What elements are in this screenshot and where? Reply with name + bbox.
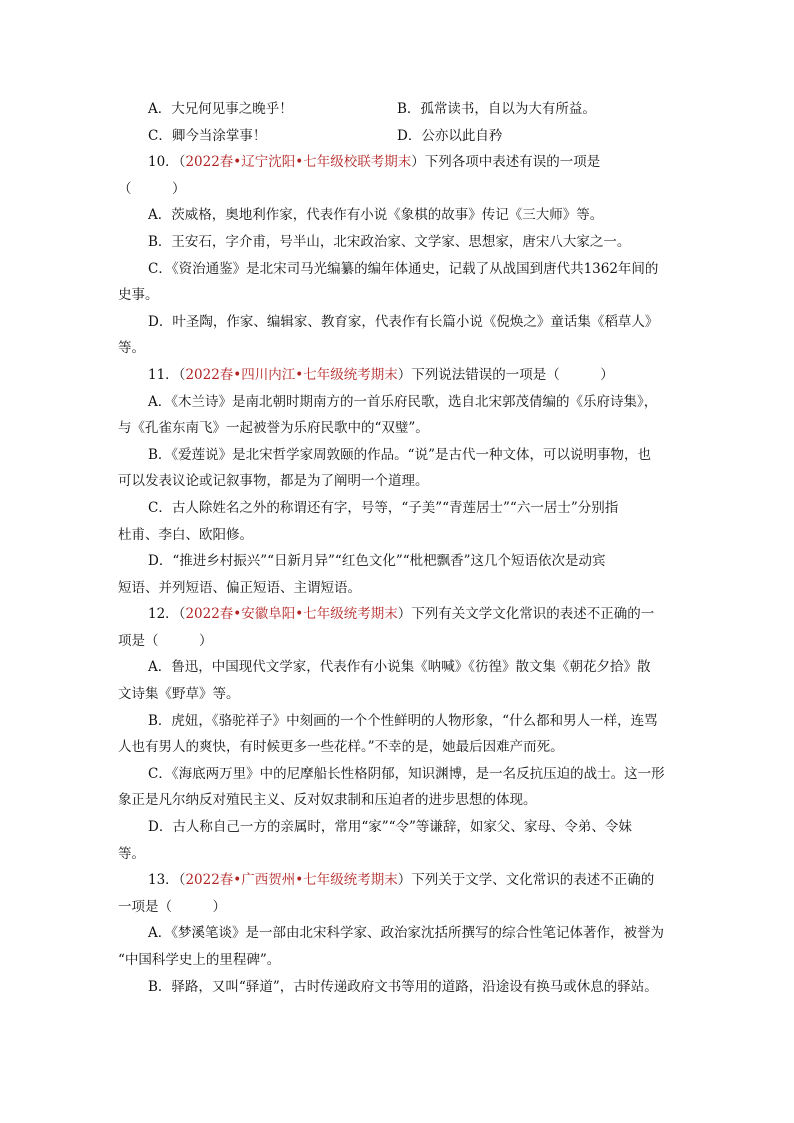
question-12-option-c-cont: 象正是凡尔纳反对殖民主义、反对奴隶制和压迫者的进步思想的体现。 [118,792,537,809]
question-text: ）下列各项中表述有误的一项是 [411,154,601,171]
question-number: 12．（ [148,606,186,623]
question-13-option-a: A．《梦溪笔谈》是一部由北宋科学家、政治家沈括所撰写的综合性笔记体著作，被誉为 [148,925,664,942]
question-11-option-b: B．《爱莲说》是北宋哲学家周敦颐的作品。“说”是古代一种文体，可以说明事物，也 [148,446,651,463]
question-10-option-c: C．《资治通鉴》是北宋司马光编纂的编年体通史，记载了从战国到唐代共1362年间的 [148,260,659,277]
question-12-stem-cont: 项是（ ） [118,632,213,649]
question-12-option-a-cont: 文诗集《野草》等。 [118,686,240,703]
question-text: ）下列关于文学、文化常识的表述不正确的 [397,872,655,889]
question-10-option-a: A．茨威格，奥地利作家，代表作有小说《象棋的故事》传记《三大师》等。 [148,207,604,224]
prior-option-b: B．孤常读书，自以为大有所益。 [397,101,596,117]
question-12-option-d-cont: 等。 [118,845,145,862]
question-source: 2022春•四川内江•七年级统考期末 [185,366,398,383]
question-11-option-a: A．《木兰诗》是南北朝时期南方的一首乐府民歌，选自北宋郭茂倩编的《乐府诗集》， [148,393,658,410]
question-11-option-d-cont: 短语、并列短语、偏正短语、主谓短语。 [118,579,361,596]
question-12-option-c: C．《海底两万里》中的尼摩船长性格阴郁，知识渊博，是一名反抗压迫的战士。这一形 [148,765,665,782]
question-10-option-c-cont: 史事。 [118,287,159,304]
question-13-option-a-cont: “中国科学史上的里程碑”。 [118,952,281,968]
question-12-option-a: A．鲁迅，中国现代文学家，代表作有小说集《呐喊》《彷徨》散文集《朝花夕拾》散 [148,659,651,676]
question-source: 2022春•安徽阜阳•七年级统考期末 [185,606,398,623]
question-11-option-d: D．“推进乡村振兴”“日新月异”“红色文化”“枇杷飘香”这几个短语依次是动宾 [148,553,606,570]
question-text: ）下列有关文学文化常识的表述不正确的一 [397,606,655,623]
question-11-stem [118,362,678,389]
question-number: 11．（ [148,366,186,383]
question-11-option-b-cont: 可以发表议论或记叙事物，都是为了阐明一个道理。 [118,473,429,490]
document-content [118,96,678,1000]
question-11-option-c-cont: 杜甫、李白、欧阳修。 [118,526,253,543]
question-12-option-d: D．古人称自己一方的亲属时，常用“家”“令”等谦辞，如家父、家母、令弟、令妹 [148,819,632,836]
question-11-option-a-cont: 与《孔雀东南飞》一起被誉为乐府民歌中的“双璧”。 [118,420,429,437]
prior-option-d: D．公亦以此自矜 [397,127,503,144]
question-13-stem [118,867,678,894]
question-13-stem-cont: 一项是（ ） [118,898,226,915]
prior-options-row-2 [118,123,678,150]
question-10-blank: （ ） [118,180,186,197]
question-10-option-d: D．叶圣陶，作家、编辑家、教育家，代表作有长篇小说《倪焕之》童话集《稻草人》 [148,313,659,330]
question-10-option-d-cont: 等。 [118,340,145,357]
question-10-stem [118,149,678,176]
question-12-option-b-cont: 人也有男人的爽快，有时候更多一些花样。”不幸的是，她最后因难产而死。 [118,739,564,756]
question-text: ）下列说法错误的一项是（ ） [397,366,614,383]
question-10-option-b: B．王安石，字介甫，号半山，北宋政治家、文学家、思想家，唐宋八大家之一。 [148,233,631,250]
question-source: 2022春•辽宁沈阳•七年级校联考期末 [185,154,412,171]
question-13-option-b: B．驿路，又叫“驿道”，古时传递政府文书等用的道路，沿途设有换马或休息的驿站。 [148,978,658,995]
prior-option-a: A．大兄何见事之晚乎！ [148,101,293,117]
question-source: 2022春•广西贺州•七年级统考期末 [185,872,398,889]
question-12-stem [118,601,678,628]
question-number: 10．（ [148,154,186,171]
question-11-option-c: C．古人除姓名之外的称谓还有字，号等，“子美”“青莲居士”“六一居士”分别指 [148,499,619,516]
question-number: 13．（ [148,872,186,889]
prior-options-row-1 [118,96,678,123]
question-12-option-b: B．虎妞，《骆驼祥子》中刻画的一个个性鲜明的人物形象，“什么都和男人一样，连骂 [148,712,658,729]
prior-option-c: C．卿今当涂掌事！ [148,127,267,144]
